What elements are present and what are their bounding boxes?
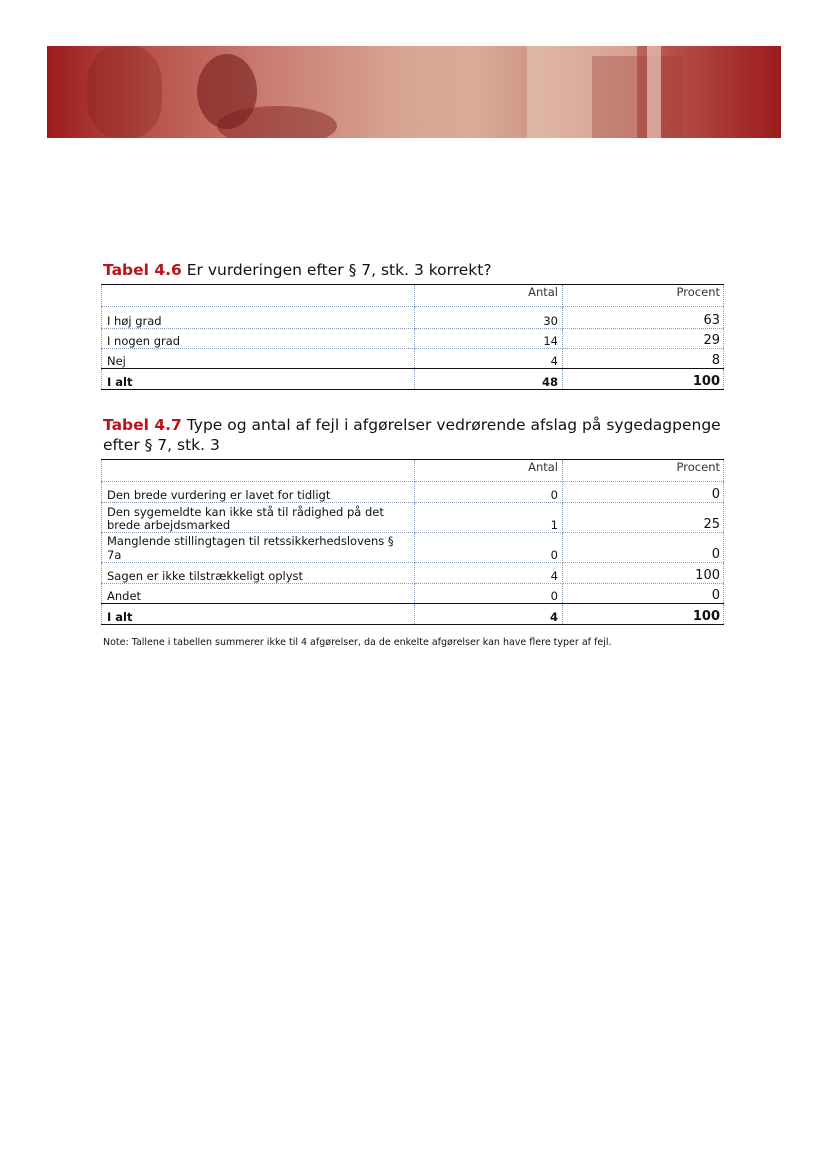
row-procent: 0 (711, 588, 720, 603)
row-label: Den sygemeldte kan ikke stå til rådighed på det brede arbejdsmarked (102, 503, 415, 533)
row-procent: 0 (563, 533, 724, 563)
row-antal: 30 (415, 307, 563, 329)
row-antal: 4 (415, 563, 563, 584)
column-header-procent: Procent (563, 285, 724, 307)
row-label: Sagen er ikke tilstrækkeligt oplyst (102, 563, 415, 584)
table-row (102, 482, 724, 503)
column-header-antal: Antal (415, 285, 563, 307)
row-procent: 63 (563, 307, 724, 329)
table-row (102, 503, 724, 533)
row-antal: 0 (415, 482, 563, 503)
table-caption: Type og antal af fejl i afgørelser vedrørende afslag på sygedagpenge efter § 7, stk. 3 (103, 416, 721, 454)
table-total-row (102, 604, 724, 625)
row-label: I nogen grad (102, 329, 415, 349)
table-note: Note: Tallene i tabellen summerer ikke til 4 afgørelser, da de enkelte afgørelser kan have flere typer af fejl. (103, 637, 612, 648)
row-procent: 8 (711, 353, 720, 368)
row-procent: 100 (563, 563, 724, 584)
row-label: I høj grad (102, 307, 415, 329)
table-4-6-title (103, 260, 723, 280)
total-antal: 4 (415, 604, 563, 625)
total-procent: 100 (563, 369, 724, 390)
row-antal: 14 (415, 329, 563, 349)
table-row (102, 584, 724, 604)
total-procent: 100 (563, 604, 724, 625)
table-row (102, 349, 724, 369)
row-antal: 1 (415, 503, 563, 533)
row-procent: 25 (563, 503, 724, 533)
header-empty (102, 285, 415, 307)
table-caption: Er vurderingen efter § 7, stk. 3 korrekt? (181, 261, 492, 279)
total-label: I alt (102, 604, 415, 625)
row-procent: 0 (563, 482, 724, 503)
table-total-row (102, 369, 724, 390)
table-row (102, 307, 724, 329)
row-antal: 4 (415, 349, 563, 369)
row-label: Nej (102, 349, 415, 369)
table-number: Tabel 4.7 (103, 416, 182, 434)
row-label: Manglende stillingtagen til retssikkerhedslovens § 7a (102, 533, 415, 563)
row-label: Den brede vurdering er lavet for tidligt (102, 482, 415, 503)
table-4-7 (101, 459, 724, 625)
table-4-6 (101, 284, 724, 390)
row-antal: 0 (415, 584, 563, 604)
total-label: I alt (102, 369, 415, 390)
row-antal: 0 (415, 533, 563, 563)
table-row (102, 533, 724, 563)
header-banner-photo (47, 46, 781, 138)
table-row (102, 329, 724, 349)
table-number: Tabel 4.6 (103, 261, 182, 279)
column-header-procent: Procent (563, 460, 724, 482)
table-4-7-title (103, 415, 723, 455)
row-procent: 29 (563, 329, 724, 349)
header-empty (102, 460, 415, 482)
row-label: Andet (102, 584, 415, 604)
total-antal: 48 (415, 369, 563, 390)
column-header-antal: Antal (415, 460, 563, 482)
table-row (102, 563, 724, 584)
